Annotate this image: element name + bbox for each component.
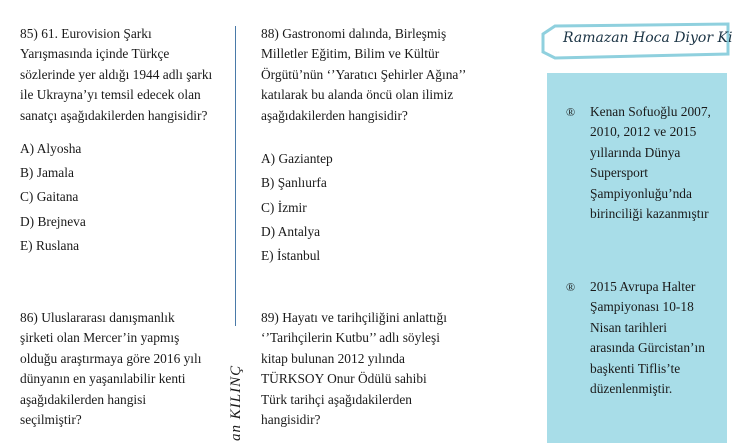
question-text: dünyanın en yaşanılabilir kenti	[20, 371, 186, 387]
fact-line: Kenan Sofuoğlu 2007,	[590, 104, 711, 119]
question-text: hangisidir?	[261, 412, 321, 428]
question-text: ‘’Tarihçilerin Kutbu’’ adlı söyleşi	[261, 330, 440, 346]
fact-text	[590, 102, 720, 224]
options-list	[20, 137, 230, 258]
option-a: A) Alyosha	[20, 141, 82, 157]
question-86	[20, 308, 230, 430]
question-text: kitap bulunan 2012 yılında	[261, 350, 405, 366]
fact-line: Şampiyonluğu’nda	[590, 185, 692, 201]
column-divider	[235, 26, 236, 326]
question-text: Türk tarihçi aşağıdakilerden	[261, 391, 412, 407]
question-text: TÜRKSOY Onur Ödülü sahibi	[261, 371, 427, 387]
question-text: 88) Gastronomi dalında, Birleşmiş	[261, 26, 447, 41]
option-e: E) İstanbul	[261, 248, 321, 264]
question-text: seçilmiştir?	[20, 412, 82, 428]
fact-line: yıllarında Dünya	[590, 144, 681, 160]
option-d: D) Antalya	[261, 223, 321, 239]
question-text: ile Ukrayna’yı temsil edecek olan	[20, 87, 201, 103]
registered-bullet-icon: ®	[566, 105, 576, 119]
question-text: Örgütü’nün ‘’Yaratıcı Şehirler Ağına’’	[261, 66, 467, 82]
question-text: Milletler Eğitim, Bilim ve Kültür	[261, 46, 440, 62]
question-text: 89) Hayatı ve tarihçiliğini anlattığı	[261, 310, 447, 325]
question-text: sanatçı aşağıdakilerden hangisidir?	[20, 107, 208, 123]
fact-text	[590, 277, 720, 399]
options-list	[261, 147, 486, 268]
question-text: sözlerinde yer aldığı 1944 adlı şarkı	[20, 66, 213, 82]
registered-bullet-icon: ®	[566, 280, 576, 294]
question-text: katılarak bu alanda öncü olan ilimiz	[261, 87, 454, 103]
fact-line: Nisan tarihleri	[590, 319, 667, 335]
question-text: 86) Uluslararası danışmanlık	[20, 310, 175, 325]
question-text: aşağıdakilerden hangisidir?	[261, 107, 408, 123]
fact-line: arasında Gürcistan’ın	[590, 340, 705, 356]
fact-line: 2015 Avrupa Halter	[590, 279, 696, 294]
fact-line: düzenlenmiştir.	[590, 381, 673, 397]
question-text: aşağıdakilerden hangisi	[20, 391, 147, 407]
fact-line: birinciliği kazanmıştır	[590, 206, 709, 222]
question-text: Yarışmasında içinde Türkçe	[20, 46, 170, 62]
option-c: C) Gaitana	[20, 189, 79, 205]
question-text: olduğu araştırmaya göre 2016 yılı	[20, 350, 202, 366]
vertical-author-text	[226, 346, 244, 441]
fact-line: 2010, 2012 ve 2015	[590, 124, 697, 140]
option-a: A) Gaziantep	[261, 151, 333, 167]
fact-line: Supersport	[590, 165, 649, 181]
question-85	[20, 24, 230, 258]
option-c: C) İzmir	[261, 199, 307, 215]
question-text: şirketi olan Mercer’in yapmış	[20, 330, 180, 346]
question-text: 85) 61. Eurovision Şarkı	[20, 26, 152, 41]
option-d: D) Brejneva	[20, 213, 86, 229]
author-name: an KILINÇ	[228, 364, 244, 441]
fact-line: Şampiyonası 10-18	[590, 299, 694, 315]
question-88	[261, 24, 486, 269]
option-b: B) Jamala	[20, 165, 74, 181]
question-89	[261, 308, 486, 430]
option-b: B) Şanlıurfa	[261, 175, 327, 191]
banner-title: Ramazan Hoca Diyor Ki	[563, 30, 733, 46]
option-e: E) Ruslana	[20, 237, 80, 253]
fact-line: başkenti Tiflis’te	[590, 360, 681, 376]
